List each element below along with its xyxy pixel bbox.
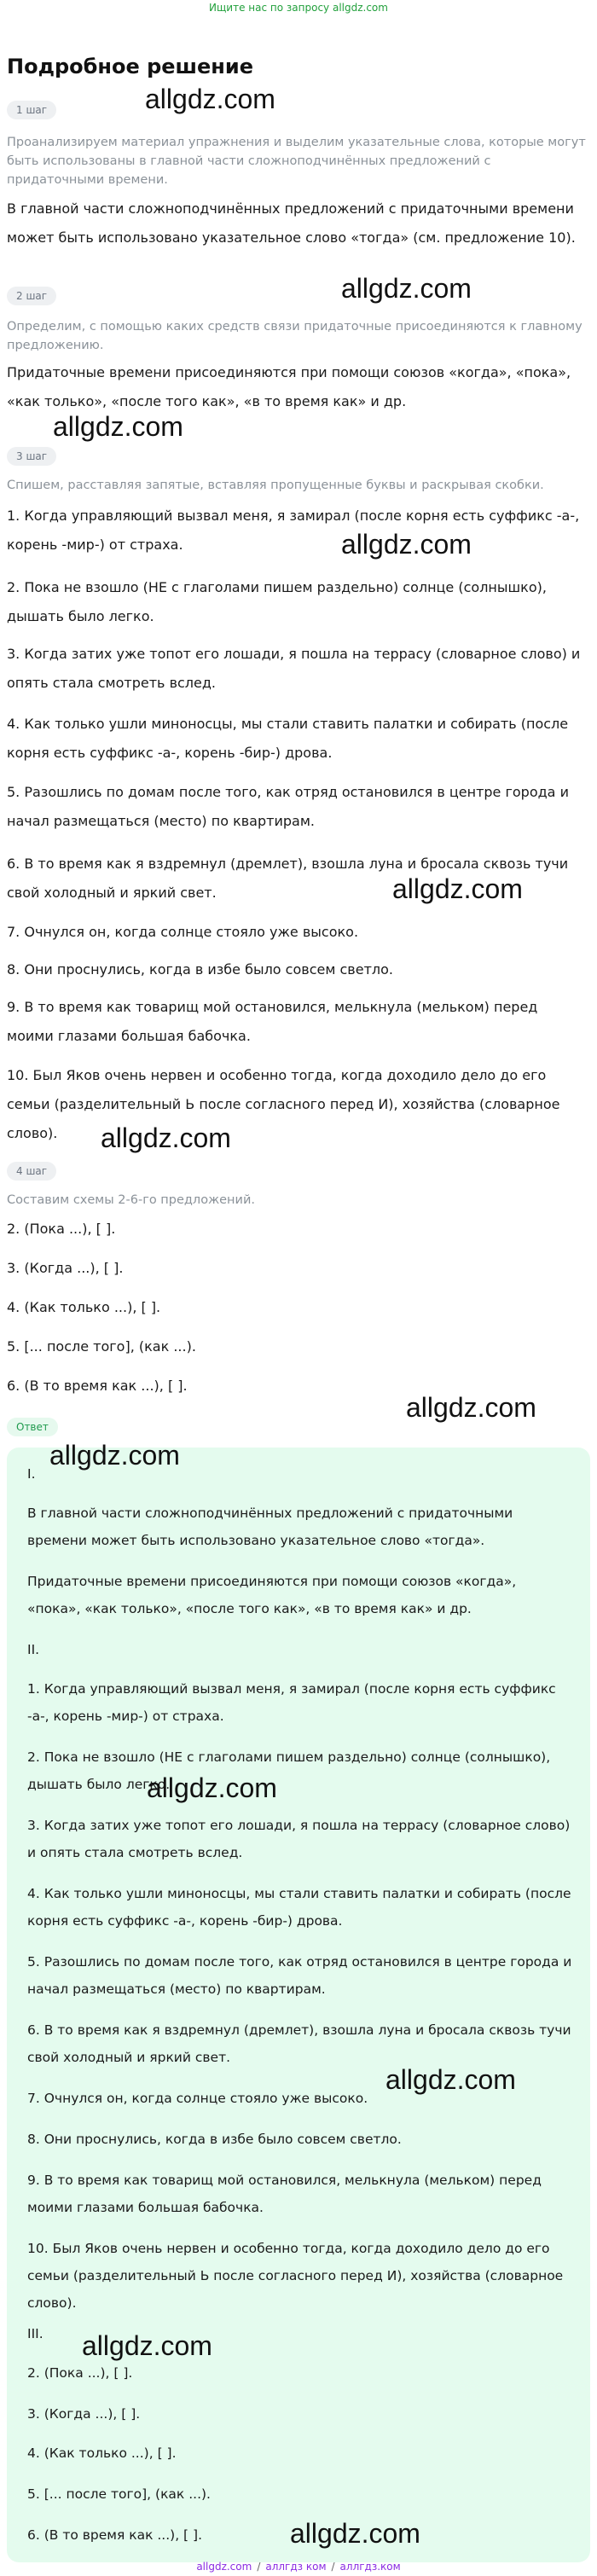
scheme-line-3: 3. (Когда ...), [ ]. <box>7 1260 124 1276</box>
step-text-1: В главной части сложноподчинённых предложений с придаточными времени может быть использовано указательное слово «тогда» (см. предложение 10). <box>7 200 576 246</box>
footer-link-1[interactable]: allgdz.com <box>196 2561 252 2573</box>
answer-line-20: 6. (В то время как ...), [ ]. <box>27 2527 202 2543</box>
step-badge-1: 1 шаг <box>7 101 56 119</box>
answer-line-17: 3. (Когда ...), [ ]. <box>27 2406 141 2422</box>
watermark: allgdz.com <box>341 529 472 560</box>
scheme-line-2: 2. (Пока ...), [ ]. <box>7 1221 116 1237</box>
scheme-line-6: 6. (В то время как ...), [ ]. <box>7 1378 188 1394</box>
step-text-2: Придаточные времени присоединяются при помощи союзов «когда», «пока», «как только», «после того как», «в то время как» и др. <box>7 364 571 409</box>
watermark: allgdz.com <box>145 84 275 114</box>
footer-link-2[interactable]: аллгдз ком <box>265 2561 327 2573</box>
answer-badge: Ответ <box>7 1418 58 1436</box>
answer-line-2: В главной части сложноподчинённых предложений с придаточными времени может быть использовано указательное слово «тогда». <box>27 1506 513 1548</box>
step-hint-3: Спишем, расставляя запятые, вставляя пропущенные буквы и раскрывая скобки. <box>7 479 544 492</box>
watermark: allgdz.com <box>53 411 183 442</box>
step-badge-4: 4 шаг <box>7 1162 56 1181</box>
answer-line-9: 5. Разошлись по домам после того, как отряд остановился в центре города и начал размещаться (место) по квартирам. <box>27 1954 572 1997</box>
answer-line-12: 8. Они проснулись, когда в избе было совсем светло. <box>27 2132 402 2147</box>
step3-item-9: 9. В то время как товарищ мой остановился, мелькнула (мельком) перед моими глазами большая бабочка. <box>7 999 538 1044</box>
answer-line-14: 10. Был Яков очень нервен и особенно тогда, когда доходило дело до его семьи (разделительный Ь после согласного перед И), хозяйства (словарное слово). <box>27 2241 564 2311</box>
step3-item-5: 5. Разошлись по домам после того, как отряд остановился в центре города и начал размещаться (место) по квартирам. <box>7 784 569 829</box>
answer-line-13: 9. В то время как товарищ мой остановился, мелькнула (мельком) перед моими глазами большая бабочка. <box>27 2173 542 2215</box>
step3-item-2: 2. Пока не взошло (НЕ с глаголами пишем раздельно) солнце (солнышко), дышать было легко. <box>7 579 547 624</box>
step3-item-6: 6. В то время как я вздремнул (дремлет), взошла луна и бросала сквозь тучи свой холодный и яркий свет. <box>7 856 569 901</box>
answer-line-15: III. <box>27 2326 43 2341</box>
step-hint-2: Определим, с помощью каких средств связи придаточные присоединяются к главному предложению. <box>7 320 583 352</box>
answer-line-8: 4. Как только ушли миноносцы, мы стали ставить палатки и собирать (после корня есть суффикс -а-, корень -бир-) дрова. <box>27 1886 571 1929</box>
footer-separator: / <box>331 2561 335 2573</box>
watermark: allgdz.com <box>147 1772 277 1803</box>
footer-link-3[interactable]: аллгдз.ком <box>339 2561 401 2573</box>
step-hint-1: Проанализируем материал упражнения и выделим указательные слова, которые могут быть использованы в главной части сложноподчинённых предложений с придаточными времени. <box>7 136 586 187</box>
answer-line-16: 2. (Пока ...), [ ]. <box>27 2365 133 2381</box>
step-hint-4: Составим схемы 2-6-го предложений. <box>7 1193 255 1207</box>
scheme-line-4: 4. (Как только ...), [ ]. <box>7 1299 161 1315</box>
answer-line-10: 6. В то время как я вздремнул (дремлет), взошла луна и бросала сквозь тучи свой холодный и яркий свет. <box>27 2022 571 2065</box>
watermark: allgdz.com <box>406 1392 536 1423</box>
watermark: allgdz.com <box>385 2064 516 2095</box>
step3-item-3: 3. Когда затих уже топот его лошади, я пошла на террасу (словарное слово) и опять стала смотреть вслед. <box>7 646 581 691</box>
answer-line-4: II. <box>27 1642 40 1657</box>
answer-line-1: I. <box>27 1466 36 1482</box>
watermark: allgdz.com <box>290 2518 420 2549</box>
page-title: Подробное решение <box>7 55 253 78</box>
step3-item-7: 7. Очнулся он, когда солнце стояло уже высоко. <box>7 924 359 940</box>
step3-item-10: 10. Был Яков очень нервен и особенно тогда, когда доходило дело до его семьи (разделительный Ь после согласного перед И), хозяйства (словарное слово). <box>7 1067 560 1141</box>
answer-line-11: 7. Очнулся он, когда солнце стояло уже высоко. <box>27 2091 368 2106</box>
step3-item-4: 4. Как только ушли миноносцы, мы стали ставить палатки и собирать (после корня есть суффикс -а-, корень -бир-) дрова. <box>7 716 569 761</box>
answer-line-19: 5. [... после того], (как ...). <box>27 2486 211 2502</box>
watermark: allgdz.com <box>392 873 523 904</box>
answer-line-3: Придаточные времени присоединяются при помощи союзов «когда», «пока», «как только», «после того как», «в то время как» и др. <box>27 1574 517 1616</box>
answer-line-7: 3. Когда затих уже топот его лошади, я пошла на террасу (словарное слово) и опять стала смотреть вслед. <box>27 1818 571 1860</box>
watermark: allgdz.com <box>82 2330 212 2361</box>
scheme-line-5: 5. [... после того], (как ...). <box>7 1338 196 1355</box>
watermark: allgdz.com <box>341 273 472 304</box>
watermark: allgdz.com <box>101 1123 231 1153</box>
step-badge-2: 2 шаг <box>7 287 56 305</box>
watermark: allgdz.com <box>49 1440 180 1471</box>
answer-line-18: 4. (Как только ...), [ ]. <box>27 2445 177 2461</box>
step3-item-8: 8. Они проснулись, когда в избе было совсем светло. <box>7 961 393 978</box>
step3-item-1: 1. Когда управляющий вызвал меня, я замирал (после корня есть суффикс -а-, корень -мир-) от страха. <box>7 508 580 553</box>
footer-separator: / <box>257 2561 261 2573</box>
step-badge-3: 3 шаг <box>7 447 56 466</box>
answer-line-6: 2. Пока не взошло (НЕ с глаголами пишем раздельно) солнце (солнышко), дышать было легко. <box>27 1749 551 1792</box>
footer-links <box>0 2561 597 2573</box>
top-search-link[interactable]: Ищите нас по запросу allgdz.com <box>209 2 388 14</box>
answer-line-5: 1. Когда управляющий вызвал меня, я замирал (после корня есть суффикс -а-, корень -мир-) от страха. <box>27 1681 556 1724</box>
